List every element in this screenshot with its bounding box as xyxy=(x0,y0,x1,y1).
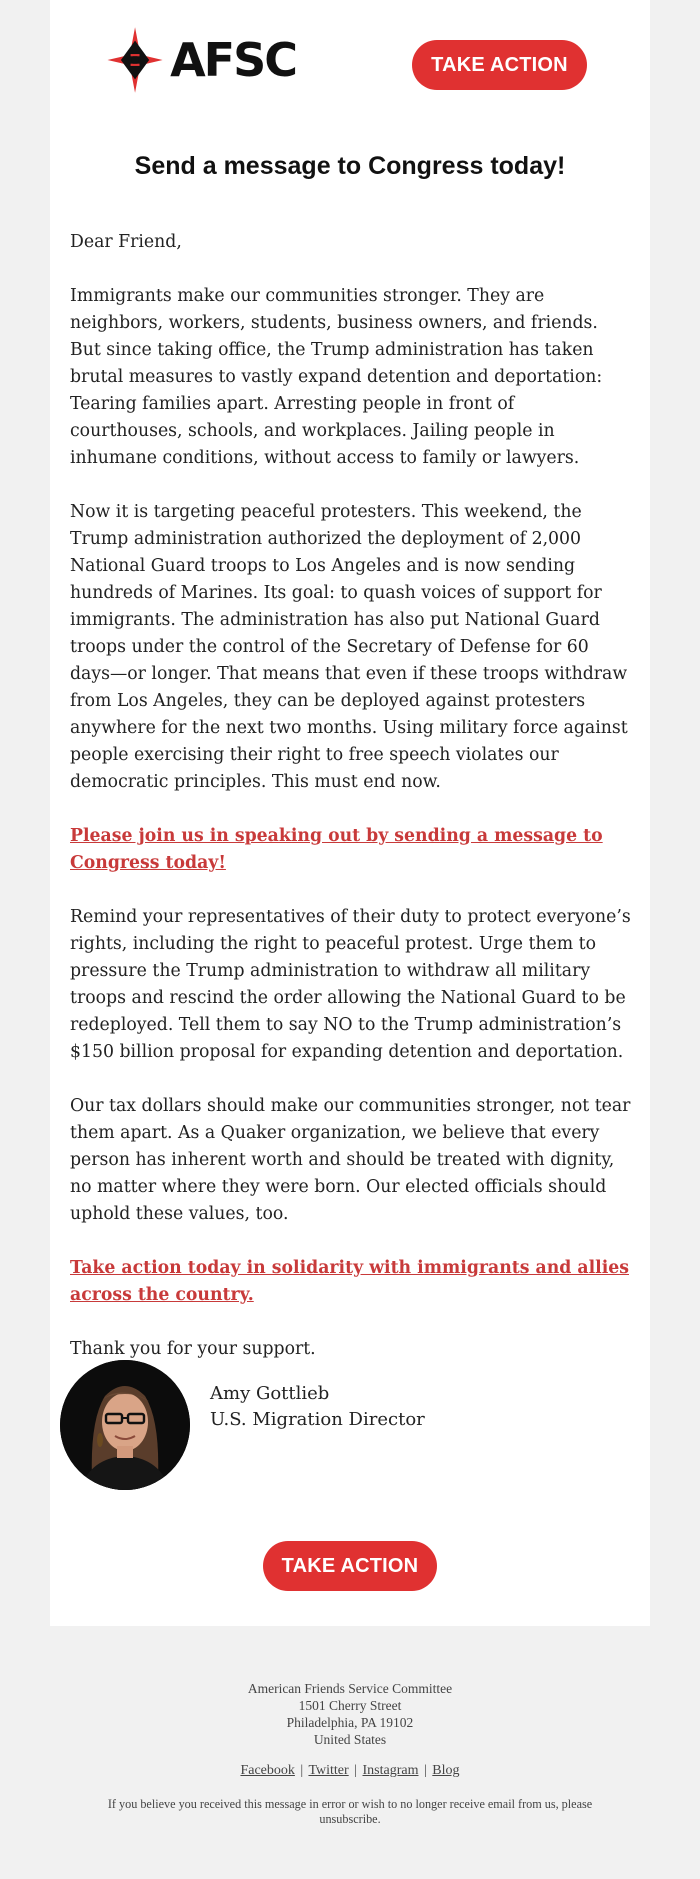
email-header xyxy=(50,0,650,130)
thanks-text: Thank you for your support. xyxy=(70,1339,316,1359)
footer-country: United States xyxy=(313,1732,387,1747)
social-links xyxy=(0,1762,700,1779)
portrait-icon xyxy=(60,1360,190,1490)
footer-street: 1501 Cherry Street xyxy=(298,1698,402,1713)
blog-link[interactable]: Blog xyxy=(432,1763,460,1778)
greeting: Dear Friend, xyxy=(70,232,182,252)
solidarity-action-link[interactable]: Take action today in solidarity with immigrants and allies across the country. xyxy=(70,1258,629,1305)
paragraph-3: Remind your representatives of their duty to protect everyone’s rights, including the right to peaceful protest. Urge them to pressure the Trump administration to withdraw all military troops and rescind the order allowing the National Guard to be redeployed. Tell them to say NO to the Trump administration’s $150 billion proposal for expanding detention and deportation. xyxy=(70,907,631,1062)
email-card xyxy=(50,0,650,1626)
congress-message-link[interactable]: Please join us in speaking out by sending a message to Congress today! xyxy=(70,826,603,873)
paragraph-2: Now it is targeting peaceful protesters. This weekend, the Trump administration authorized the deployment of 2,000 National Guard troops to Los Angeles and is now sending hundreds of Marines. Its goal: to quash voices of support for immigrants. The administration has also put National Guard troops under the control of the Secretary of Defense for 60 days—or longer. That means that even if these troops withdraw from Los Angeles, they can be deployed against protesters anywhere for the next two months. Using military force against people exercising their right to free speech violates our democratic principles. This must end now. xyxy=(70,502,628,792)
paragraph-1: Immigrants make our communities stronger. They are neighbors, workers, students, business owners, and friends. But since taking office, the Trump administration has taken brutal measures to vastly expand detention and deportation: Tearing families apart. Arresting people in front of courthouses, schools, and workplaces. Jailing people in inhumane conditions, without access to family or lawyers. xyxy=(70,286,603,468)
signer-title: U.S. Migration Director xyxy=(210,1409,425,1430)
separator: | xyxy=(354,1763,357,1778)
footer-city: Philadelphia, PA 19102 xyxy=(286,1715,414,1730)
unsubscribe-disclaimer[interactable]: If you believe you received this message in error or wish to no longer receive email from us, please unsubscribe. xyxy=(107,1797,593,1826)
logo-wordmark: AFSC xyxy=(170,33,296,87)
take-action-button-bottom[interactable]: TAKE ACTION xyxy=(263,1541,437,1591)
signature-text xyxy=(210,1381,425,1433)
separator: | xyxy=(423,1763,427,1778)
facebook-link[interactable]: Facebook xyxy=(240,1763,295,1778)
email-footer xyxy=(0,1680,700,1827)
avatar xyxy=(60,1360,190,1490)
signature-block xyxy=(60,1360,640,1492)
red-star-icon xyxy=(106,14,164,106)
footer-address xyxy=(0,1680,700,1748)
signer-name: Amy Gottlieb xyxy=(210,1383,330,1404)
footer-org: American Friends Service Committee xyxy=(247,1681,453,1696)
paragraph-4: Our tax dollars should make our communities stronger, not tear them apart. As a Quaker organization, we believe that every person has inherent worth and should be treated with dignity, no matter where they were born. Our elected officials should uphold these values, too. xyxy=(70,1096,631,1224)
take-action-button-top[interactable]: TAKE ACTION xyxy=(412,40,587,90)
separator: | xyxy=(300,1763,304,1778)
page-title: Send a message to Congress today! xyxy=(134,152,566,180)
email-body xyxy=(70,229,632,1444)
afsc-logo[interactable] xyxy=(106,14,296,106)
twitter-link[interactable]: Twitter xyxy=(308,1763,349,1778)
instagram-link[interactable]: Instagram xyxy=(362,1763,419,1778)
